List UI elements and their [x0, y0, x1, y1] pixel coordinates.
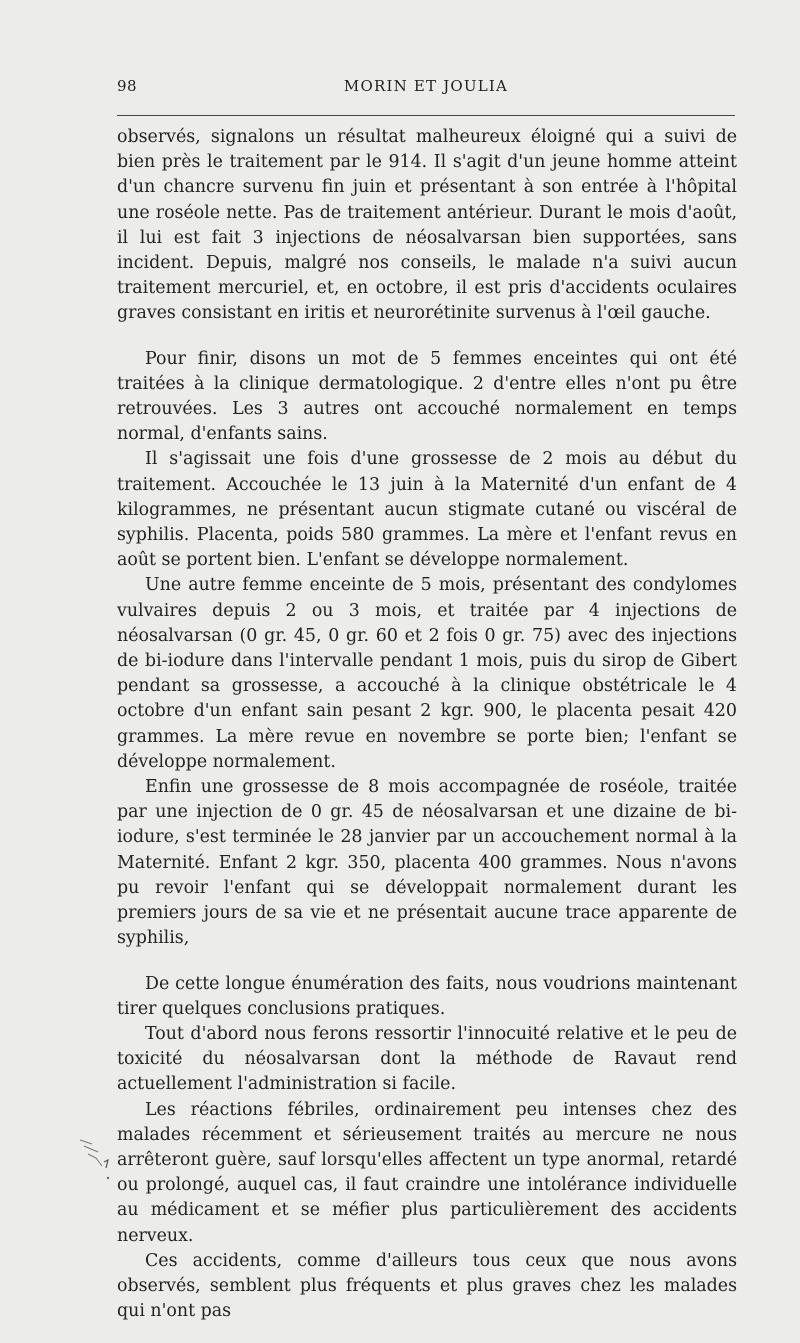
paragraph-pregnant-women: Pour finir, disons un mot de 5 femmes enceintes qui ont été traitées à la clinique dermatologique. 2 d'entre elles n'ont pu être retrouvées. Les 3 autres ont accouché normalement en temps normal, d'enfants sains.: [117, 348, 737, 445]
paragraph-conclusions-intro: De cette longue énumération des faits, nous voudrions maintenant tirer quelques conclusions pratiques.: [117, 973, 737, 1019]
body-text: [117, 125, 737, 1324]
paragraph-febrile-reactions: Les réactions fébriles, ordinairement peu intenses chez des malades récemment et sérieusement traités au mercure ne nous arrêteront guère, sauf lorsqu'elles affectent un type anormal, retardé ou prolongé, auquel cas, il faut craindre une intolérance individuelle au médicament et se méfier plus particulièrement des accidents nerveux.: [117, 1099, 737, 1246]
page-header: [117, 77, 735, 101]
paragraph-accidents: Ces accidents, comme d'ailleurs tous ceux que nous avons observés, semblent plus fréquents et plus graves chez les malades qui n'ont pas: [117, 1250, 737, 1322]
paragraph-innocuity: Tout d'abord nous ferons ressortir l'innocuité relative et le peu de toxicité du néosalvarsan dont la méthode de Ravaut rend actuellement l'administration si facile.: [117, 1023, 737, 1095]
paragraph-case-three: Enfin une grossesse de 8 mois accompagnée de roséole, traitée par une injection de 0 gr. 45 de néosalvarsan et une dizaine de bi-iodure, s'est terminée le 28 janvier par un accouchement normal à la Maternité. Enfant 2 kgr. 350, placenta 400 grammes. Nous n'avons pu revoir l'enfant qui se développait normalement durant les premiers jours de sa vie et ne présentait aucune trace apparente de syphilis,: [117, 777, 737, 949]
paragraph-continuation: observés, signalons un résultat malheureux éloigné qui a suivi de bien près le traitement par le 914. Il s'agit d'un jeune homme atteint d'un chancre survenu fin juin et présentant à son entrée à l'hôpital une roséole nette. Pas de traitement antérieur. Durant le mois d'août, il lui est fait 3 injections de néosalvarsan bien supportées, sans incident. Depuis, malgré nos conseils, le malade n'a suivi aucun traitement mercuriel, et, en octobre, il est pris d'accidents oculaires graves consistant en iritis et neurorétinite survenus à l'œil gauche.: [117, 127, 737, 324]
header-rule: [117, 115, 735, 116]
running-title: MORIN ET JOULIA: [343, 77, 509, 95]
margin-ink-specks: [78, 1132, 114, 1182]
page-number: 98: [117, 77, 138, 95]
paragraph-case-one: Il s'agissait une fois d'une grossesse de 2 mois au début du traitement. Accouchée le 13 juin à la Maternité d'un enfant de 4 kilogrammes, ne présentant aucun stigmate cutané ou viscéral de syphilis. Placenta, poids 580 grammes. La mère et l'enfant revus en août se portent bien. L'enfant se développe normalement.: [117, 449, 737, 571]
paragraph-case-two: Une autre femme enceinte de 5 mois, présentant des condylomes vulvaires depuis 2 ou 3 mois, et traitée par 4 injections de néosalvarsan (0 gr. 45, 0 gr. 60 et 2 fois 0 gr. 75) avec des injections de bi-iodure dans l'intervalle pendant 1 mois, puis du sirop de Gibert pendant sa grossesse, a accouché à la clinique obstétricale le 4 octobre d'un enfant sain pesant 2 kgr. 900, le placenta pesait 420 grammes. La mère revue en novembre se porte bien; l'enfant se développe normalement.: [117, 575, 737, 772]
